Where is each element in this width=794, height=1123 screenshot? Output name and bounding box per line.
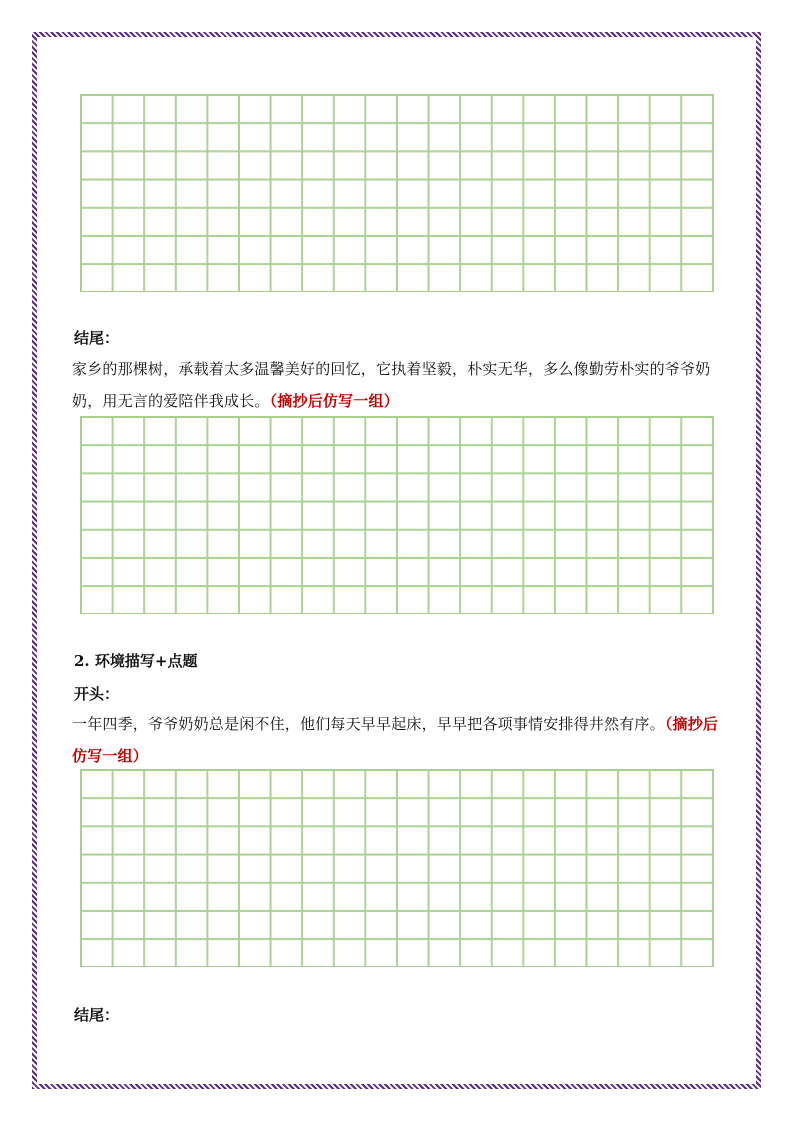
writing-grid-2[interactable]	[80, 416, 714, 614]
opening-label-2: 开头：	[74, 685, 120, 703]
copy-note-1: （摘抄后仿写一组）	[269, 392, 399, 410]
writing-grid-3[interactable]	[80, 769, 714, 967]
opening-text-2: 一年四季，爷爷奶奶总是闲不住，他们每天早早起床，早早把各项事情安排得井然有序。	[72, 715, 665, 733]
writing-grid-1[interactable]	[80, 94, 714, 292]
section-title-2: 2. 环境描写+点题	[74, 652, 198, 670]
copy-note-2: （摘抄后仿写一组）	[72, 715, 719, 765]
opening-paragraph-2	[72, 708, 726, 772]
ending-label-2: 结尾：	[74, 1006, 120, 1024]
ending-text-1: 家乡的那棵树，承载着太多温馨美好的回忆，它执着坚毅，朴实无华，多么像勤劳朴实的爷爷奶奶，用无言的爱陪伴我成长。	[72, 360, 711, 410]
ending-label-1: 结尾：	[74, 329, 120, 347]
ending-paragraph-1	[72, 353, 726, 417]
